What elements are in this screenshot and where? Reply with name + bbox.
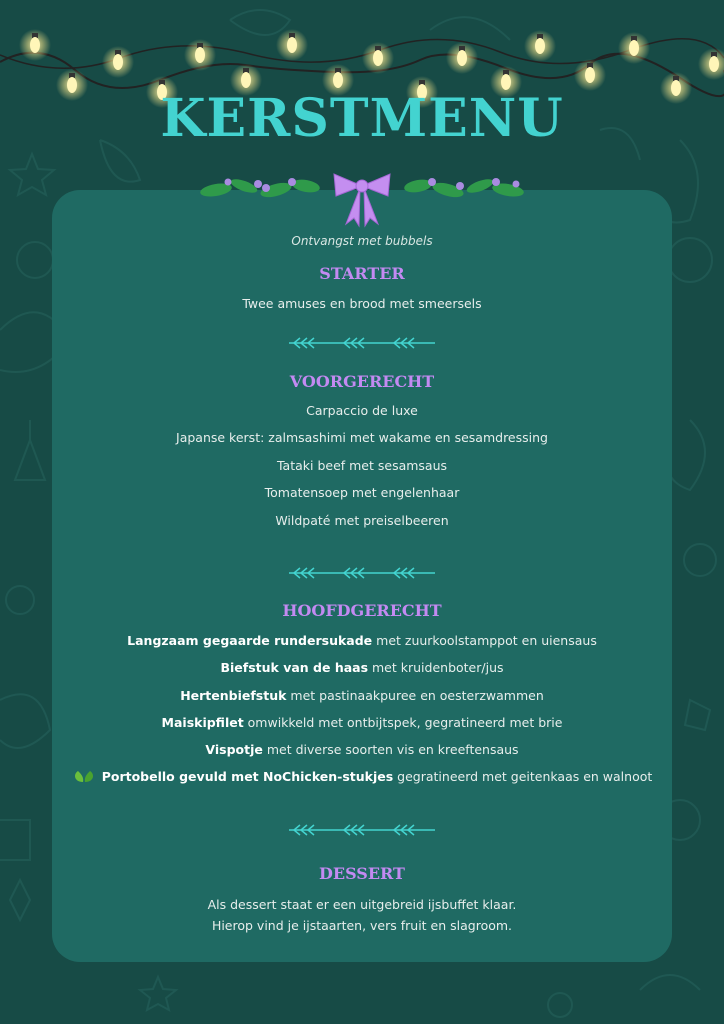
- menu-item: Twee amuses en brood met smeersels: [242, 296, 482, 311]
- menu-item: Hertenbiefstuk met pastinaakpuree en oesterzwammen: [180, 688, 544, 703]
- menu-item: Japanse kerst: zalmsashimi met wakame en sesamdressing: [176, 430, 548, 445]
- menu-item: Tataki beef met sesamsaus: [276, 458, 448, 473]
- menu-item: Biefstuk van de haas met kruidenboter/jus: [220, 660, 504, 675]
- menu-item: Wildpaté met preiselbeeren: [275, 513, 449, 528]
- intro-text: Ontvangst met bubbels: [291, 234, 433, 248]
- menu-item: Maiskipfilet omwikkeld met ontbijtspek, gegratineerd met brie: [161, 715, 563, 730]
- page-title: KERSTMENU: [160, 88, 564, 149]
- holly-garland: [196, 168, 528, 228]
- menu-item: Carpaccio de luxe: [306, 403, 418, 418]
- vine-divider: [289, 822, 435, 838]
- section-title-hoofdgerecht: HOOFDGERECHT: [282, 601, 442, 620]
- section-title-voorgerecht: VOORGERECHT: [289, 372, 435, 391]
- menu-item: Tomatensoep met engelenhaar: [264, 485, 460, 500]
- vine-divider: [289, 565, 435, 581]
- dessert-text: Als dessert staat er een uitgebreid ijsbuffet klaar.: [207, 897, 517, 912]
- menu-item-vegetarian: Portobello gevuld met NoChicken-stukjes gegratineerd met geitenkaas en walnoot: [52, 769, 672, 784]
- menu-item: Vispotje met diverse soorten vis en kreeftensaus: [205, 742, 519, 757]
- section-title-dessert: DESSERT: [319, 864, 405, 883]
- vine-divider: [289, 335, 435, 351]
- vegan-leaf-icon: [72, 770, 96, 784]
- ribbon-bow-icon: [334, 174, 390, 226]
- section-title-starter: STARTER: [319, 264, 405, 283]
- menu-item: Langzaam gegaarde rundersukade met zuurkoolstamppot en uiensaus: [127, 633, 597, 648]
- dessert-text: Hierop vind je ijstaarten, vers fruit en slagroom.: [211, 918, 513, 933]
